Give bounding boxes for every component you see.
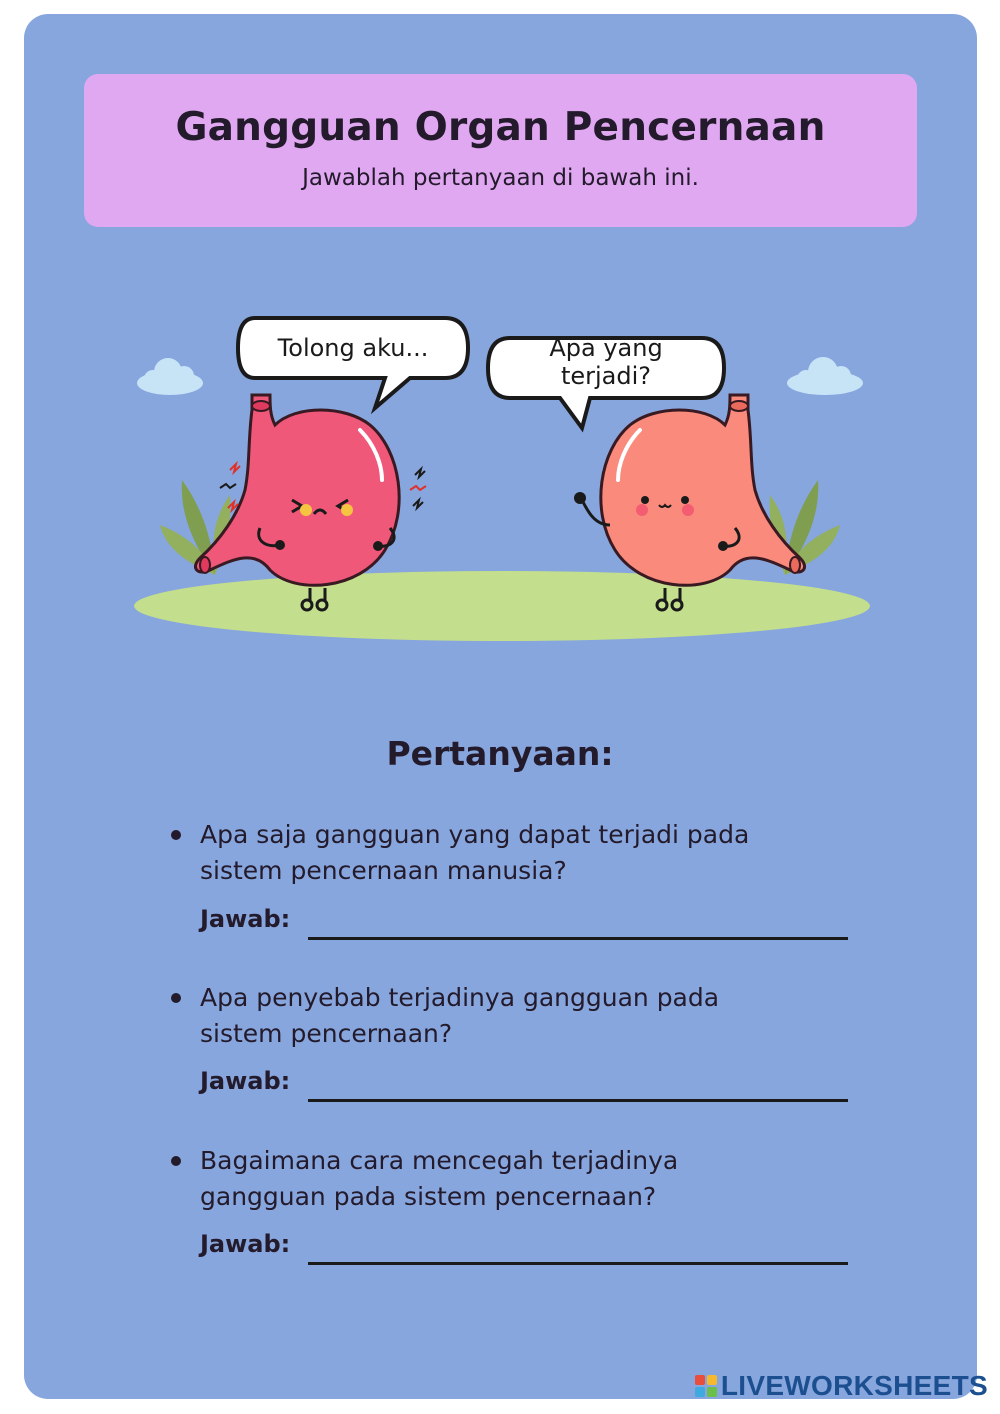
question-3 — [200, 1143, 880, 1215]
watermark-text: LIVEWORKSHEETS — [720, 1370, 988, 1401]
answer-2-line[interactable] — [308, 1099, 848, 1102]
question-2-line1: Apa penyebab terjadinya gangguan pada — [200, 983, 720, 1012]
speech-bubble-left-text: Tolong aku... — [277, 334, 429, 362]
answer-2-label: Jawab: — [200, 1067, 291, 1095]
question-3-line1: Bagaimana cara mencegah terjadinya — [200, 1146, 679, 1175]
page-subtitle: Jawablah pertanyaan di bawah ini. — [302, 165, 699, 191]
bullet-icon — [171, 993, 181, 1003]
question-2 — [200, 980, 880, 1052]
answer-3-label: Jawab: — [200, 1230, 291, 1258]
liveworksheets-logo-icon — [695, 1375, 717, 1397]
page-title: Gangguan Organ Pencernaan — [175, 105, 826, 150]
speech-bubble-right-line2: terjadi? — [560, 362, 652, 390]
question-2-line2: sistem pencernaan? — [200, 1019, 453, 1048]
answer-1-line[interactable] — [308, 937, 848, 940]
speech-bubble-right-text — [488, 334, 724, 390]
bullet-icon — [171, 830, 181, 840]
cloud-right-icon — [787, 357, 863, 395]
stomach-illustration — [120, 300, 880, 660]
answer-3-line[interactable] — [308, 1262, 848, 1265]
liveworksheets-watermark[interactable] — [695, 1370, 988, 1402]
answer-1-label: Jawab: — [200, 905, 291, 933]
question-1-line1: Apa saja gangguan yang dapat terjadi pada — [200, 820, 750, 849]
questions-heading: Pertanyaan: — [386, 734, 614, 773]
question-1 — [200, 817, 880, 889]
header-banner — [84, 74, 917, 227]
grass-ground — [134, 571, 870, 641]
cloud-left-icon — [137, 358, 203, 395]
question-1-line2: sistem pencernaan manusia? — [200, 856, 567, 885]
question-3-line2: gangguan pada sistem pencernaan? — [200, 1182, 657, 1211]
speech-bubble-right-line1: Apa yang — [549, 334, 663, 362]
bullet-icon — [171, 1156, 181, 1166]
answer-2[interactable] — [200, 1067, 860, 1103]
answer-3[interactable] — [200, 1230, 860, 1266]
answer-1[interactable] — [200, 905, 860, 941]
speech-bubble-left — [238, 318, 468, 408]
